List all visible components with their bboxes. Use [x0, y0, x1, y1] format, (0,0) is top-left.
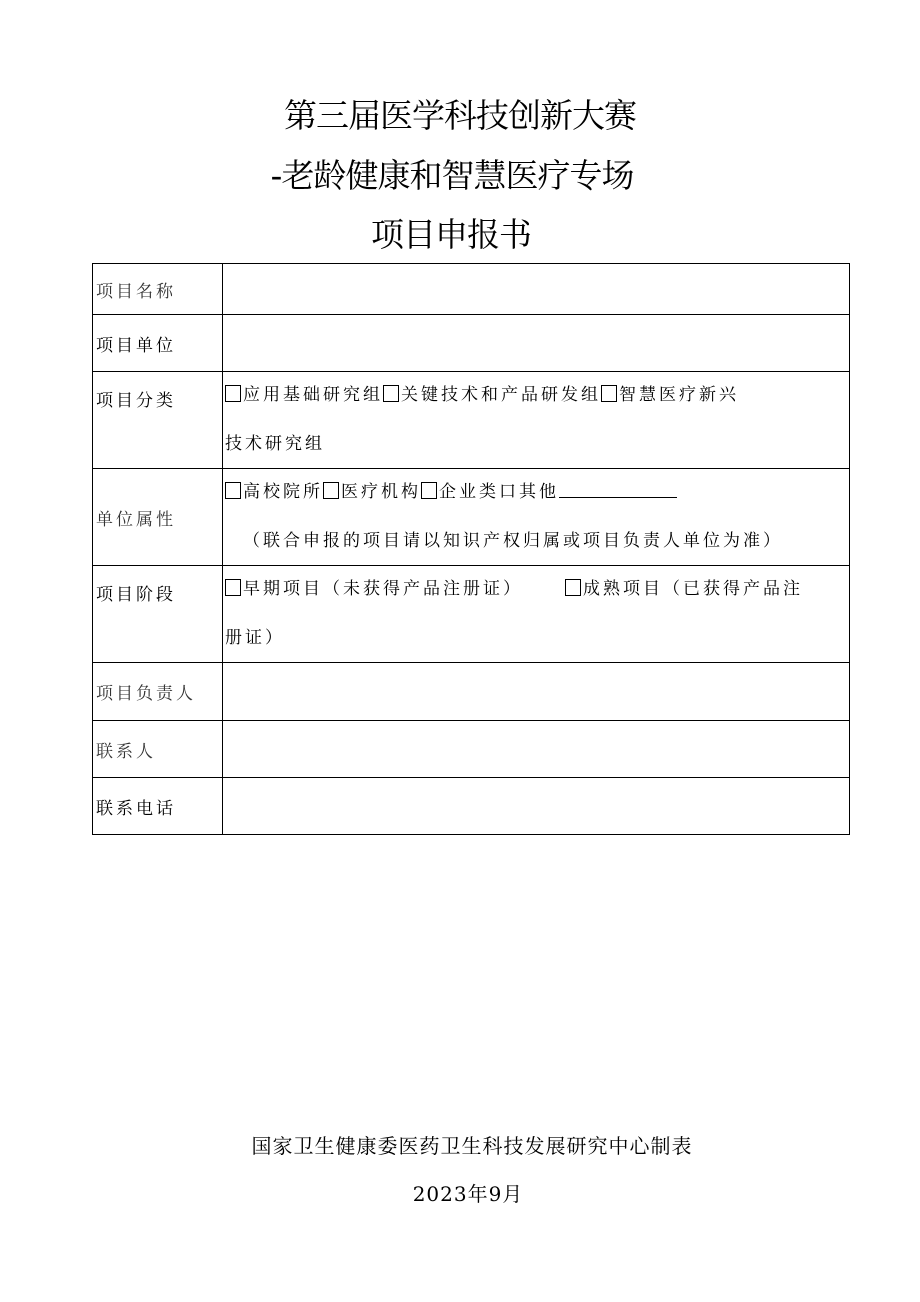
- checkbox-university-institute[interactable]: [225, 482, 241, 499]
- label-contact-person: 联系人: [93, 721, 223, 778]
- label-contact-phone: 联系电话: [93, 778, 223, 835]
- field-project-name[interactable]: [223, 264, 850, 315]
- row-project-name: [93, 264, 850, 315]
- footer-date: 2023年9月: [412, 1182, 524, 1206]
- title-line-2: -老龄健康和智慧医疗专场: [270, 156, 634, 195]
- row-contact-person: [93, 721, 850, 778]
- checkbox-medical-institution[interactable]: [323, 482, 339, 499]
- checkbox-enterprise[interactable]: [421, 482, 437, 499]
- stage-line-1: [225, 576, 849, 603]
- unit-attribute-note: （联合申报的项目请以知识产权归属或项目负责人单位为准）: [243, 531, 783, 551]
- row-project-leader: [93, 663, 850, 721]
- option-mature-stage-cont: 册证）: [225, 628, 285, 648]
- footer-organization: 国家卫生健康委医药卫生科技发展研究中心制表: [251, 1134, 693, 1158]
- row-unit-attribute: [93, 469, 850, 566]
- option-enterprise-other: 企业类口其他: [439, 482, 559, 502]
- field-project-category: [223, 372, 850, 469]
- option-mature-stage: 成熟项目（已获得产品注: [583, 579, 803, 599]
- checkbox-mature-stage[interactable]: [565, 579, 581, 596]
- option-university-institute: 高校院所: [243, 482, 323, 502]
- option-medical-institution: 医疗机构: [341, 482, 421, 502]
- field-unit-attribute: [223, 469, 850, 566]
- field-project-unit[interactable]: [223, 315, 850, 372]
- label-project-category: 项目分类: [93, 372, 223, 469]
- label-project-stage: 项目阶段: [93, 566, 223, 663]
- attribute-line-1: [225, 479, 849, 506]
- checkbox-key-tech-product-rd[interactable]: [383, 385, 399, 402]
- checkbox-applied-basic-research[interactable]: [225, 385, 241, 402]
- option-smart-medical-emerging: 智慧医疗新兴: [619, 385, 739, 405]
- title-line-1: 第三届医学科技创新大赛: [284, 96, 636, 135]
- field-project-stage: [223, 566, 850, 663]
- label-project-leader: 项目负责人: [93, 663, 223, 721]
- option-key-tech-product-rd: 关键技术和产品研发组: [401, 385, 601, 405]
- field-contact-person[interactable]: [223, 721, 850, 778]
- option-tech-research-group: 技术研究组: [225, 434, 325, 454]
- row-contact-phone: [93, 778, 850, 835]
- option-applied-basic-research: 应用基础研究组: [243, 385, 383, 405]
- field-contact-phone[interactable]: [223, 778, 850, 835]
- label-project-name: 项目名称: [93, 264, 223, 315]
- row-project-category: [93, 372, 850, 469]
- label-unit-attribute: 单位属性: [93, 469, 223, 566]
- application-form-table: [92, 263, 850, 835]
- category-line-1: [225, 382, 849, 409]
- title-line-3: 项目申报书: [371, 215, 531, 254]
- checkbox-smart-medical-emerging[interactable]: [601, 385, 617, 402]
- other-blank-field[interactable]: [559, 483, 677, 498]
- option-early-stage: 早期项目（未获得产品注册证）: [243, 579, 523, 599]
- row-project-stage: [93, 566, 850, 663]
- label-project-unit: 项目单位: [93, 315, 223, 372]
- checkbox-early-stage[interactable]: [225, 579, 241, 596]
- row-project-unit: [93, 315, 850, 372]
- field-project-leader[interactable]: [223, 663, 850, 721]
